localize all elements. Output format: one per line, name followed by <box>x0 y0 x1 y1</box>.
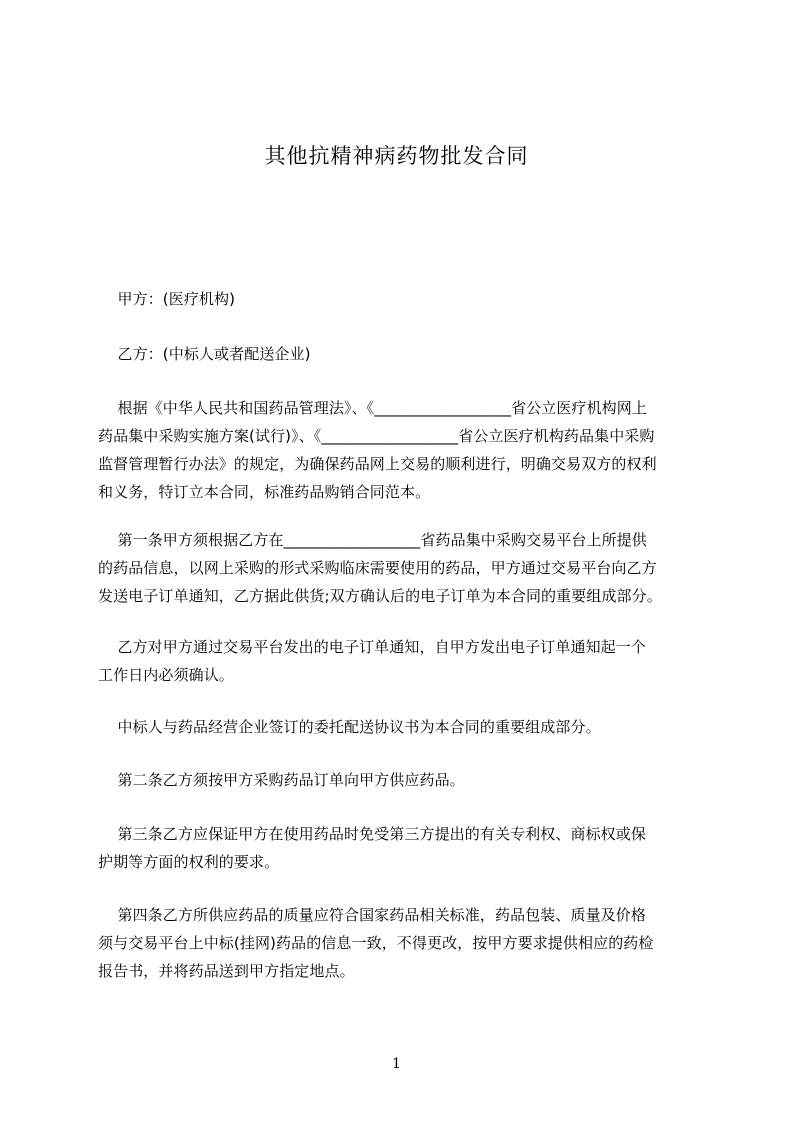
article-1-line-2: 的药品信息，以网上采购的形式采购临床需要使用的药品，甲方通过交易平台向乙方 <box>98 559 657 577</box>
confirmation-line-2: 工作日内必须确认。 <box>98 666 234 684</box>
article-1-line-3: 发送电子订单通知，乙方据此供货;双方确认后的电子订单为本合同的重要组成部分。 <box>98 587 662 605</box>
preamble-line-3: 监督管理暂行办法》的规定，为确保药品网上交易的顺利进行，明确交易双方的权利 <box>98 455 657 473</box>
article-1-line-1: 第一条甲方须根据乙方在__________________省药品集中采购交易平台上所提供 <box>98 531 647 549</box>
article-4-line-3: 报告书，并将药品送到甲方指定地点。 <box>98 962 355 980</box>
article-4-line-1: 第四条乙方所供应药品的质量应符合国家药品相关标准，药品包装、质量及价格 <box>98 906 646 924</box>
document-title: 其他抗精神病药物批发合同 <box>264 144 529 168</box>
preamble-line-2: 药品集中采购实施方案(试行)》、《__________________省公立医疗机构药品集中采购 <box>98 427 655 445</box>
delivery-agreement-line: 中标人与药品经营企业签订的委托配送协议书为本合同的重要组成部分。 <box>98 718 601 736</box>
article-3-line-1: 第三条乙方应保证甲方在使用药品时免受第三方提出的有关专利权、商标权或保 <box>98 825 646 843</box>
article-4-line-2: 须与交易平台上中标(挂网)药品的信息一致，不得更改，按甲方要求提供相应的药检 <box>98 934 654 952</box>
preamble-line-1: 根据《中华人民共和国药品管理法》、《__________________省公立医疗机构网上 <box>98 399 647 417</box>
article-2-line: 第二条乙方须按甲方采购药品订单向甲方供应药品。 <box>98 771 465 789</box>
preamble-line-4: 和义务，特订立本合同，标准药品购销合同范本。 <box>98 483 431 501</box>
confirmation-line-1: 乙方对甲方通过交易平台发出的电子订单通知，自甲方发出电子订单通知起一个 <box>98 638 646 656</box>
party-b-line: 乙方：(中标人或者配送企业) <box>98 345 311 363</box>
article-3-line-2: 护期等方面的权利的要求。 <box>98 853 280 871</box>
party-a-line: 甲方：(医疗机构) <box>98 290 236 308</box>
page-number: 1 <box>392 1056 401 1072</box>
